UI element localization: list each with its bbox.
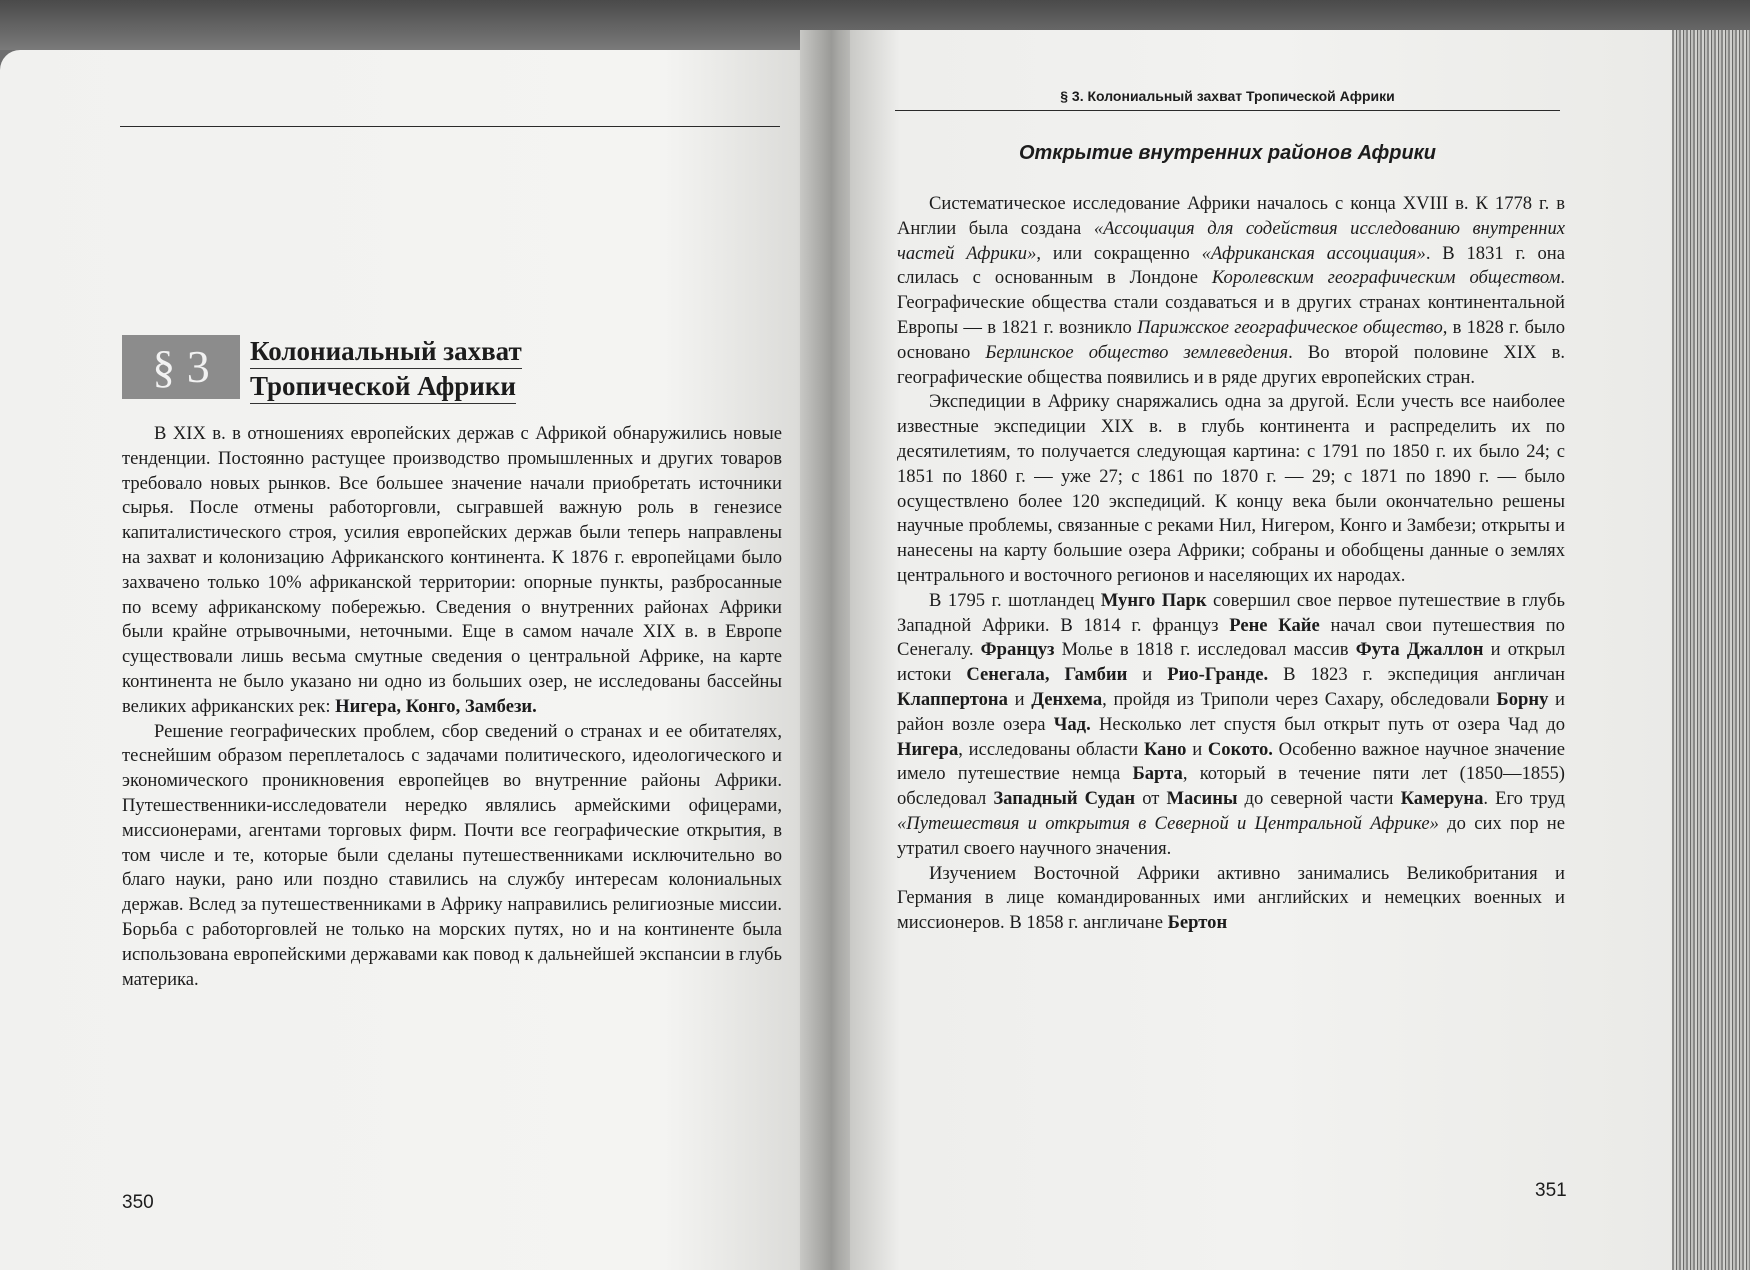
- paragraph: [897, 589, 1565, 862]
- paragraph: [122, 422, 782, 720]
- section-title-line2: Тропической Африки: [250, 369, 516, 404]
- paragraph: [897, 862, 1565, 936]
- text-run: Молье в 1818 г. исследовал массив: [1054, 639, 1356, 661]
- text-run: . Географические общества стали создаваться и в других странах континентальной Европы — в 1821 г. возникло: [897, 267, 1565, 338]
- text-run: В 1795 г. шотландец: [929, 589, 1101, 611]
- text-run: и открыл истоки: [897, 639, 1566, 686]
- page-number: 350: [122, 1192, 154, 1213]
- text-run: . Его труд: [1483, 788, 1565, 810]
- italic-term: Парижское географическое общество: [1137, 316, 1443, 338]
- bold-term: Бертон: [1167, 912, 1228, 934]
- italic-term: Королевским географическим обществом: [1211, 267, 1561, 289]
- text-run: Систематическое исследование Африки началось с конца XVIII в. К 1778 г. в Англии была создана: [897, 193, 1565, 239]
- section-title-line1: Колониальный захват: [250, 334, 522, 369]
- text-run: до северной части: [1237, 788, 1401, 810]
- text-run: начал свои путешествия по Сенегалу.: [897, 614, 1565, 661]
- text-run: до сих пор не утратил своего научного значения.: [897, 812, 1565, 859]
- bold-term: Клаппертона: [897, 688, 1008, 710]
- paragraph: [897, 390, 1565, 588]
- page-edges: [1672, 30, 1750, 1270]
- italic-term: Берлинское общество землеведения: [985, 341, 1289, 363]
- text-run: , в 1828 г. было основано: [897, 316, 1565, 363]
- text-run: и район возле озера: [897, 688, 1565, 735]
- right-body-text: [897, 192, 1565, 936]
- bold-term: Сокото.: [1207, 738, 1273, 760]
- header-rule: [895, 110, 1560, 111]
- bold-term: Чад.: [1053, 713, 1091, 735]
- running-head: § 3. Колониальный захват Тропической Африки: [1060, 88, 1395, 104]
- italic-term: «Путешествия и открытия в Северной и Центральной Африке»: [897, 812, 1439, 834]
- text-run: . Во второй половине XIX в. географические общества появились и в ряде других европейских стран.: [897, 341, 1565, 388]
- text-run: Несколько лет спустя был открыт путь от озера Чад до: [1090, 713, 1565, 735]
- left-body-text: [122, 422, 782, 992]
- text-run: , который в течение пяти лет (1850—1855) обследовал: [897, 763, 1566, 810]
- italic-term: «Африканская ассоциация»: [1201, 242, 1426, 264]
- bold-term: Фута Джаллон: [1355, 639, 1484, 661]
- bold-term: Камеруна: [1400, 788, 1484, 810]
- bold-term: Рио-Гранде.: [1167, 664, 1269, 686]
- section-title: [250, 334, 670, 404]
- italic-term: «Ассоциация для содействия исследованию внутренних частей Африки»: [897, 217, 1565, 264]
- bold-term: Борну: [1496, 688, 1549, 710]
- text-run: от: [1135, 788, 1167, 810]
- bold-term: Кано: [1143, 738, 1187, 760]
- bold-term: Масины: [1166, 788, 1238, 810]
- header-rule: [120, 126, 780, 127]
- bold-term: Барта: [1132, 763, 1183, 785]
- bold-term: Нигера: [897, 738, 959, 760]
- text-run: и: [1007, 688, 1032, 710]
- bold-term: Нигера, Конго, Замбези.: [335, 695, 537, 717]
- bold-term: Мунго Парк: [1100, 589, 1207, 611]
- text-run: , или сокращенно: [1036, 242, 1202, 264]
- bold-term: Рене Кайе: [1229, 614, 1320, 636]
- text-run: В XIX в. в отношениях европейских держав с Африкой обнаружились новые тенденции. Постоянно растущее производство промышленных и других товаров требовало новых рынков. Все большее значение начали приобретать источники сырья. После отмены работорговли, сыгравшей важную роль в генезисе капиталистического строя, усилия европейских держав были теперь направлены на захват и колонизацию Африканского континента. К 1876 г. европейцами было захвачено только 10% африканской территории: опорные пункты, разбросанные по всему африканскому побережью. Сведения о внутренних районах Африки были крайне отрывочными, неточными. Еще в самом начале XIX в. в Европе существовали лишь весьма смутные сведения о центральной Африке, на карте континента не было указано ни одно из больших озер, не исследованы бассейны великих африканских рек:: [122, 423, 782, 717]
- bold-term: Западный Судан: [993, 788, 1136, 810]
- subheading: Открытие внутренних районов Африки: [1018, 142, 1437, 164]
- paragraph: [897, 192, 1565, 390]
- bold-term: Француз: [980, 639, 1055, 661]
- text-run: Изучением Восточной Африки активно занимались Великобритания и Германия в лице командированных ими английских и немецких военных и миссионеров. В 1858 г. англичане: [897, 862, 1565, 934]
- text-run: и: [1186, 738, 1208, 760]
- text-run: и: [1127, 664, 1168, 686]
- text-run: Экспедиции в Африку снаряжались одна за другой. Если учесть все наиболее известные экспедиции XIX в. в глубь континента и распределить их по десятилетиям, то получается следующая картина: с 1791 по 1850 г. их было 24; с 1851 по 1860 г. — уже 27; с 1861 по 1870 г. — 29; с 1871 по 1890 г. — было осуществлено более 120 экспедиций. К концу века были окончательно решены научные проблемы, связанные с реками Нил, Нигером, Конго и Замбези; открыты и нанесены на карту большие озера Африки; собраны и обобщены данные о землях центрального и восточного регионов и населяющих их народах.: [897, 391, 1565, 586]
- paragraph: [122, 720, 782, 993]
- text-run: . В 1831 г. она слилась с основанным в Лондоне: [897, 242, 1565, 289]
- page-number: 351: [1535, 1180, 1567, 1201]
- text-run: Особенно важное научное значение имело путешествие немца: [897, 738, 1566, 785]
- text-run: совершил свое первое путешествие в глубь Западной Африки. В 1814 г. француз: [897, 589, 1565, 636]
- text-run: , исследованы области: [958, 738, 1144, 760]
- text-run: Решение географических проблем, сбор сведений о странах и ее обитателях, теснейшим образом переплеталось с задачами политического, идеологического и экономического проникновения европейцев во внутренние районы Африки. Путешественники-исследователи нередко являлись армейскими офицерами, миссионерами, агентами торговых фирм. Почти все географические открытия, в том числе и те, которые были сделаны путешественниками исключительно во благо науки, рано или поздно ставились на службу интересам колониальных держав. Вслед за путешественниками в Африку направились религиозные миссии. Борьба с работорговлей не только на морских путях, но и на континенте была использована европейскими державами как повод к дальнейшей экспансии в глубь материка.: [122, 720, 782, 990]
- text-run: , пройдя из Триполи через Сахару, обследовали: [1102, 688, 1497, 710]
- bold-term: Сенегала, Гамбии: [966, 664, 1128, 686]
- text-run: В 1823 г. экспедиция англичан: [1268, 664, 1566, 686]
- section-mark: § 3: [122, 335, 240, 399]
- bold-term: Денхема: [1031, 688, 1103, 710]
